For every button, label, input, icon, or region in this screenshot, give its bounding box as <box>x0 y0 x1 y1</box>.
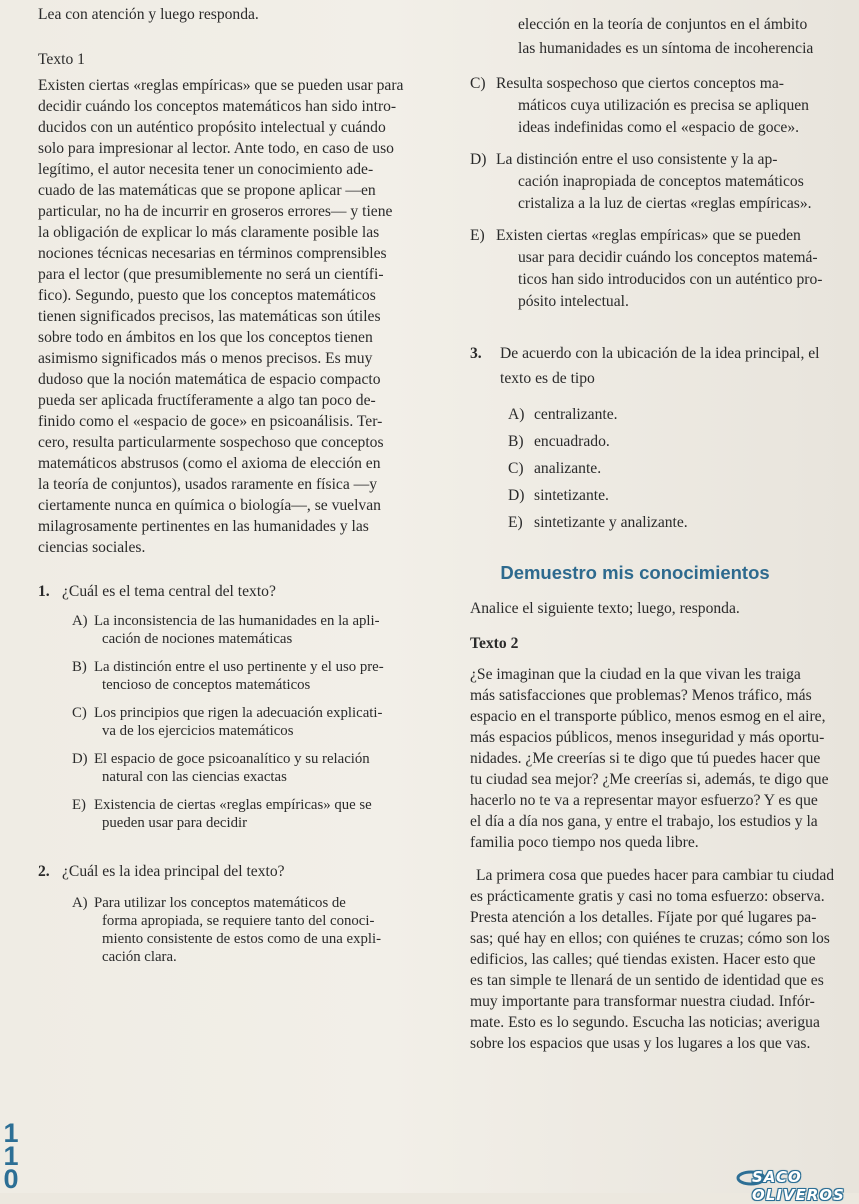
text-line: particular, no ha de incurrir en groseros errores— y tiene <box>38 203 393 220</box>
option-c[interactable] <box>72 704 438 740</box>
text-line: finido como el «espacio de goce» en psicoanálisis. Ter- <box>38 413 383 430</box>
section-instruction: Analice el siguiente texto; luego, responda. <box>470 600 740 617</box>
text-line: más espacios públicos, menos inseguridad y más oportu- <box>470 729 825 746</box>
text-line: ciertamente nunca en química o biología—, se vuelvan <box>38 497 381 514</box>
publisher-logo: SACO OLIVEROS <box>752 1168 845 1204</box>
option-e[interactable] <box>508 512 859 534</box>
option-c[interactable] <box>508 458 859 480</box>
left-column <box>38 6 438 966</box>
option-letter: C) <box>508 460 524 477</box>
text-line: Presta atención a los detalles. Fíjate por qué lugares pa- <box>470 909 817 926</box>
option-letter: A) <box>72 895 88 911</box>
text-line: las humanidades es un síntoma de incoherencia <box>518 40 814 57</box>
texto1-label: Texto 1 <box>38 51 85 68</box>
option-line: pueden usar para decidir <box>102 815 248 831</box>
text-line: sobre los espacios que usas y los lugares a los que vas. <box>470 1035 811 1052</box>
question-3-options <box>508 404 859 534</box>
option-letter: D) <box>508 487 525 504</box>
question-text: De acuerdo con la ubicación de la idea principal, el <box>500 345 820 362</box>
option-b[interactable] <box>72 658 438 694</box>
text-line: es prácticamente gratis y casi no toma esfuerzo: observa. <box>470 888 825 905</box>
option-line: cación inapropiada de conceptos matemáticos <box>518 173 804 190</box>
question-1 <box>38 582 438 602</box>
question-3 <box>470 343 859 390</box>
text-line: más satisfacciones que problemas? Menos tráfico, más <box>470 687 812 704</box>
section-title: Demuestro mis conocimientos <box>500 562 770 583</box>
option-letter: B) <box>72 659 87 675</box>
option-text: sintetizante. <box>534 487 609 504</box>
page-number <box>0 1118 22 1194</box>
text-line: es tan simple te llenará de un sentido de identidad que es <box>470 972 824 989</box>
option-letter: D) <box>72 751 88 767</box>
option-letter: E) <box>72 797 86 813</box>
option-line: Resulta sospechoso que ciertos conceptos ma- <box>496 75 784 92</box>
text-line: edificios, las calles; qué tiendas existen. Hacer esto que <box>470 951 816 968</box>
option-line: La distinción entre el uso consistente y la ap- <box>496 151 778 168</box>
text-line: cero, resulta particularmente sospechoso que conceptos <box>38 434 384 451</box>
option-letter: A) <box>508 406 525 423</box>
page-digit: 0 <box>3 1164 19 1194</box>
option-line: cristaliza a la luz de ciertas «reglas empíricas». <box>518 195 812 212</box>
option-line: Para utilizar los conceptos matemáticos de <box>94 895 346 911</box>
option-letter: C) <box>470 75 486 92</box>
option-line: ticos han sido introducidos con un auténtico pro- <box>518 271 823 288</box>
option-letter: E) <box>508 514 523 531</box>
option-d[interactable] <box>72 750 438 786</box>
option-line: pósito intelectual. <box>518 293 629 310</box>
option-a[interactable] <box>508 404 859 426</box>
texto2-para1 <box>470 664 859 853</box>
option-a[interactable] <box>72 612 438 648</box>
texto2-label: Texto 2 <box>470 635 519 652</box>
option-line: máticos cuya utilización es precisa se apliquen <box>518 97 809 114</box>
option-letter: B) <box>508 433 524 450</box>
text-line: espacio en el transporte público, menos esmog en el aire, <box>470 708 826 725</box>
question-number: 2. <box>38 863 50 880</box>
option-line: tencioso de conceptos matemáticos <box>102 677 311 693</box>
text-line: sas; qué hay en ellos; con quiénes te cruzas; cómo son los <box>470 930 830 947</box>
text-line: la obligación de explicar lo más claramente posible las <box>38 224 380 241</box>
text-line: cuado de las matemáticas que se propone aplicar —en <box>38 182 376 199</box>
option-line: El espacio de goce psicoanalítico y su relación <box>94 751 370 767</box>
text-line: legítimo, el autor necesita tener un conocimiento ade- <box>38 161 374 178</box>
text-line: el día a día nos gana, y entre el trabajo, los estudios y la <box>470 813 818 830</box>
page-digit: 1 <box>3 1141 19 1171</box>
option-line: cación clara. <box>102 949 177 965</box>
text-line: familia poco tiempo nos queda libre. <box>470 834 699 851</box>
text-line: nidades. ¿Me creerías si te digo que tú puedes hacer que <box>470 750 821 767</box>
text-line: pueda ser aplicada fructíferamente a algo tan poco de- <box>38 392 376 409</box>
question-text: texto es de tipo <box>500 370 595 387</box>
text-line: ducidos con un auténtico propósito intelectual y cuándo <box>38 119 386 136</box>
option-letter: A) <box>72 613 88 629</box>
option-line: Existen ciertas «reglas empíricas» que se pueden <box>496 227 801 244</box>
text-line: tienen significados precisos, las matemáticas son útiles <box>38 308 381 325</box>
option-line: usar para decidir cuándo los conceptos matemá- <box>518 249 818 266</box>
instructions: Lea con atención y luego responda. <box>38 6 259 23</box>
text-line: tu ciudad sea mejor? ¿Me creerías si, además, te digo que <box>470 771 829 788</box>
question-text: ¿Cuál es el tema central del texto? <box>62 583 276 600</box>
option-line: miento consistente de estos como de una expli- <box>102 931 382 947</box>
text-line: solo para impresionar al lector. Ante todo, en caso de uso <box>38 140 394 157</box>
option-text: encuadrado. <box>534 433 610 450</box>
text-line: ¿Se imaginan que la ciudad en la que vivan les traiga <box>470 666 801 683</box>
option-line: forma apropiada, se requiere tanto del conoci- <box>102 913 375 929</box>
option-text: centralizante. <box>534 406 618 423</box>
option-e[interactable] <box>72 796 438 832</box>
text-line: nociones técnicas necesarias en términos comprensibles <box>38 245 387 262</box>
text-line: Existen ciertas «reglas empíricas» que se pueden usar para <box>38 77 404 94</box>
text-line: mate. Esto es lo segundo. Escucha las noticias; averigua <box>470 1014 820 1031</box>
question-2-options <box>72 894 438 966</box>
page-digit: 1 <box>3 1118 19 1148</box>
text-line: la teoría de conjuntos), usados raramente en física —y <box>38 476 378 493</box>
option-continuation <box>518 14 859 59</box>
text-line: decidir cuándo los conceptos matemáticos han sido intro- <box>38 98 397 115</box>
question-number: 3. <box>470 345 482 362</box>
text-line: para el lector (que presumiblemente no será un científi- <box>38 266 384 283</box>
option-line: Los principios que rigen la adecuación explicati- <box>94 705 383 721</box>
text-line: muy importante para transformar nuestra ciudad. Infór- <box>470 993 815 1010</box>
option-d[interactable] <box>508 485 859 507</box>
option-line: ideas indefinidas como el «espacio de goce». <box>518 119 800 136</box>
text-line: hacerlo no te va a representar mayor esfuerzo? Y es que <box>470 792 818 809</box>
text-line: matemáticos abstrusos (como el axioma de elección en <box>38 455 381 472</box>
texto1-body <box>38 75 438 558</box>
question-2 <box>38 862 438 882</box>
option-line: cación de nociones matemáticas <box>102 631 293 647</box>
question-1-options <box>72 612 438 832</box>
question-2-right-options <box>470 73 859 313</box>
text-line: elección en la teoría de conjuntos en el ámbito <box>518 16 808 33</box>
option-line: Existencia de ciertas «reglas empíricas» que se <box>94 797 372 813</box>
right-column <box>470 14 859 1054</box>
option-line: La distinción entre el uso pertinente y el uso pre- <box>94 659 384 675</box>
option-a[interactable] <box>72 894 438 966</box>
text-line: milagrosamente pertinentes en las humanidades y las <box>38 518 369 535</box>
text-line: sobre todo en ámbitos en los que los conceptos tienen <box>38 329 373 346</box>
option-b[interactable] <box>508 431 859 453</box>
text-line: La primera cosa que puedes hacer para cambiar tu ciudad <box>476 867 835 884</box>
texto2-para2 <box>470 865 859 1054</box>
text-line: ciencias sociales. <box>38 539 146 556</box>
option-line: va de los ejercicios matemáticos <box>102 723 294 739</box>
text-line: dudoso que la noción matemática de espacio compacto <box>38 371 381 388</box>
text-line: asimismo significados más o menos precisos. Es muy <box>38 350 373 367</box>
option-letter: C) <box>72 705 87 721</box>
option-letter: D) <box>470 151 487 168</box>
question-number: 1. <box>38 583 50 600</box>
option-letter: E) <box>470 227 485 244</box>
option-text: sintetizante y analizante. <box>534 514 688 531</box>
option-line: natural con las ciencias exactas <box>102 769 287 785</box>
option-c[interactable] <box>470 73 859 139</box>
question-text: ¿Cuál es la idea principal del texto? <box>62 863 285 880</box>
option-d[interactable] <box>470 149 859 215</box>
option-text: analizante. <box>534 460 602 477</box>
option-e[interactable] <box>470 225 859 313</box>
text-line: fico). Segundo, puesto que los conceptos matemáticos <box>38 287 376 304</box>
option-line: La inconsistencia de las humanidades en la apli- <box>94 613 380 629</box>
